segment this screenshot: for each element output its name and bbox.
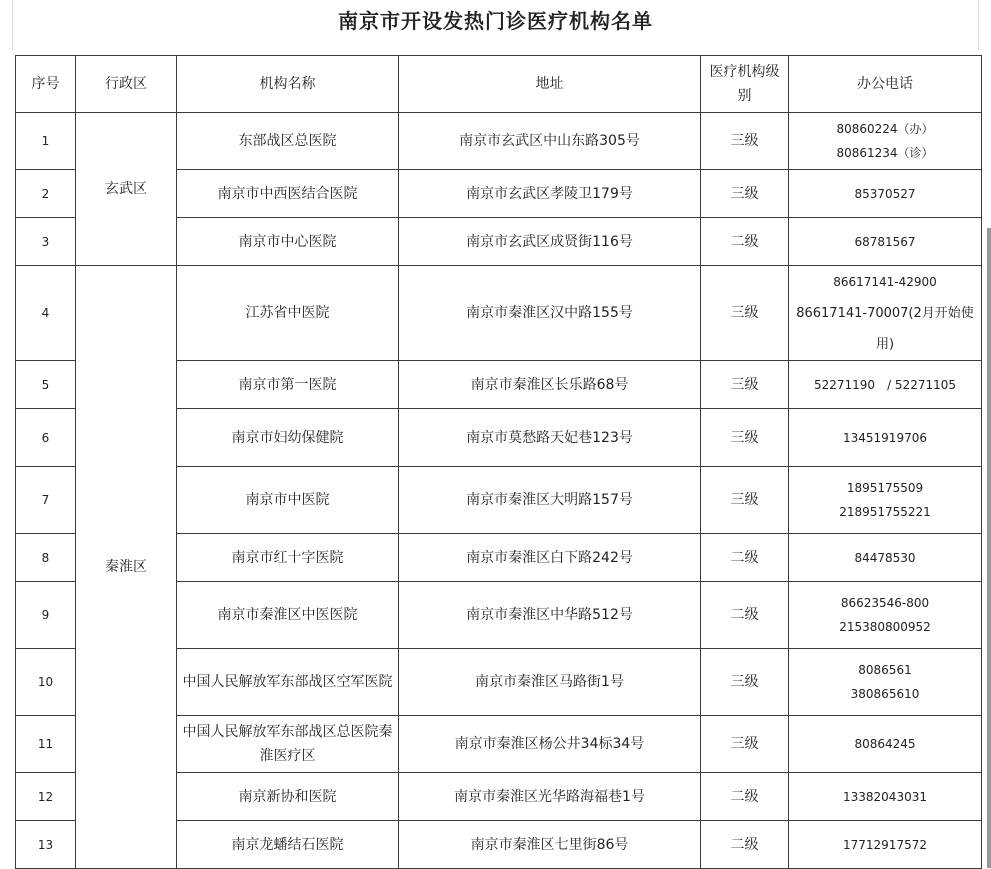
phone-number: 218951755221	[839, 505, 931, 519]
phone-cell	[789, 534, 982, 582]
address: 南京市莫愁路天妃巷123号	[399, 409, 701, 467]
address: 南京市秦淮区光华路海福巷1号	[399, 773, 701, 821]
level: 三级	[701, 467, 789, 534]
address: 南京市秦淮区白下路242号	[399, 534, 701, 582]
address: 南京市秦淮区长乐路68号	[399, 361, 701, 409]
phone-number: 380865610	[850, 687, 920, 701]
phone-cell	[789, 582, 982, 649]
row-no: 8	[16, 534, 76, 582]
level: 二级	[701, 218, 789, 266]
hospital-table	[15, 55, 982, 869]
header-phone: 办公电话	[789, 56, 982, 113]
row-no: 6	[16, 409, 76, 467]
header-level: 医疗机构级别	[701, 56, 789, 113]
header-no: 序号	[16, 56, 76, 113]
phone-number: 80864245	[854, 737, 916, 751]
institution-name: 南京市中心医院	[177, 218, 399, 266]
row-no: 7	[16, 467, 76, 534]
level: 三级	[701, 361, 789, 409]
phone-cell	[789, 409, 982, 467]
institution-name: 南京市第一医院	[177, 361, 399, 409]
phone-cell	[789, 170, 982, 218]
header-district: 行政区	[76, 56, 177, 113]
row-no: 1	[16, 113, 76, 170]
institution-name: 南京市中西医结合医院	[177, 170, 399, 218]
row-no: 13	[16, 821, 76, 869]
institution-name: 南京市中医院	[177, 467, 399, 534]
phone-number: 86617141-42900	[833, 274, 937, 289]
phone-number: 68781567	[854, 234, 916, 249]
row-no: 2	[16, 170, 76, 218]
scrollbar[interactable]	[987, 228, 991, 868]
phone-number: 13451919706	[843, 430, 927, 445]
table-header-row	[16, 56, 982, 113]
phone-cell	[789, 361, 982, 409]
level: 二级	[701, 582, 789, 649]
level: 二级	[701, 534, 789, 582]
institution-name: 南京新协和医院	[177, 773, 399, 821]
header-name: 机构名称	[177, 56, 399, 113]
institution-name: 南京市妇幼保健院	[177, 409, 399, 467]
phone-cell	[789, 266, 982, 361]
phone-cell	[789, 821, 982, 869]
phone-number: 85370527	[854, 186, 916, 201]
row-no: 4	[16, 266, 76, 361]
phone-number: 13382043031	[843, 789, 927, 804]
district-cell: 玄武区	[76, 113, 177, 266]
row-no: 9	[16, 582, 76, 649]
row-no: 12	[16, 773, 76, 821]
address: 南京市秦淮区大明路157号	[399, 467, 701, 534]
page-title: 南京市开设发热门诊医疗机构名单	[338, 9, 653, 33]
phone-number: 84478530	[854, 550, 916, 565]
phone-number: 86623546-800	[840, 596, 930, 610]
row-no: 3	[16, 218, 76, 266]
institution-name: 南京市红十字医院	[177, 534, 399, 582]
row-no: 5	[16, 361, 76, 409]
address: 南京市秦淮区杨公井34标34号	[399, 716, 701, 773]
address: 南京市玄武区成贤街116号	[399, 218, 701, 266]
institution-name: 中国人民解放军东部战区总医院秦淮医疗区	[177, 716, 399, 773]
address: 南京市玄武区中山东路305号	[399, 113, 701, 170]
institution-name: 江苏省中医院	[177, 266, 399, 361]
phone-cell	[789, 649, 982, 716]
row-no: 11	[16, 716, 76, 773]
phone-number: 215380800952	[839, 620, 931, 634]
institution-name: 南京龙蟠结石医院	[177, 821, 399, 869]
level: 三级	[701, 170, 789, 218]
institution-name: 南京市秦淮区中医医院	[177, 582, 399, 649]
table-row	[16, 266, 982, 361]
level: 三级	[701, 649, 789, 716]
district-cell: 秦淮区	[76, 266, 177, 869]
phone-number: 80861234（诊）	[836, 146, 934, 160]
institution-name: 中国人民解放军东部战区空军医院	[177, 649, 399, 716]
level: 三级	[701, 716, 789, 773]
phone-number: 86617141-70007(2月开始使用)	[796, 305, 974, 352]
level: 二级	[701, 821, 789, 869]
address: 南京市秦淮区七里街86号	[399, 821, 701, 869]
phone-cell	[789, 716, 982, 773]
phone-cell	[789, 773, 982, 821]
address: 南京市玄武区孝陵卫179号	[399, 170, 701, 218]
table-row	[16, 113, 982, 170]
address: 南京市秦淮区马路街1号	[399, 649, 701, 716]
address: 南京市秦淮区中华路512号	[399, 582, 701, 649]
row-no: 10	[16, 649, 76, 716]
level: 三级	[701, 409, 789, 467]
phone-cell	[789, 467, 982, 534]
institution-name: 东部战区总医院	[177, 113, 399, 170]
phone-number: 17712917572	[843, 837, 927, 852]
header-address: 地址	[399, 56, 701, 113]
level: 三级	[701, 266, 789, 361]
phone-number: 80860224（办）	[836, 122, 934, 136]
phone-cell	[789, 113, 982, 170]
address: 南京市秦淮区汉中路155号	[399, 266, 701, 361]
phone-cell	[789, 218, 982, 266]
level: 二级	[701, 773, 789, 821]
phone-number: 8086561	[858, 663, 912, 677]
level: 三级	[701, 113, 789, 170]
phone-number: 52271190 / 52271105	[813, 377, 956, 392]
phone-number: 1895175509	[846, 481, 924, 495]
